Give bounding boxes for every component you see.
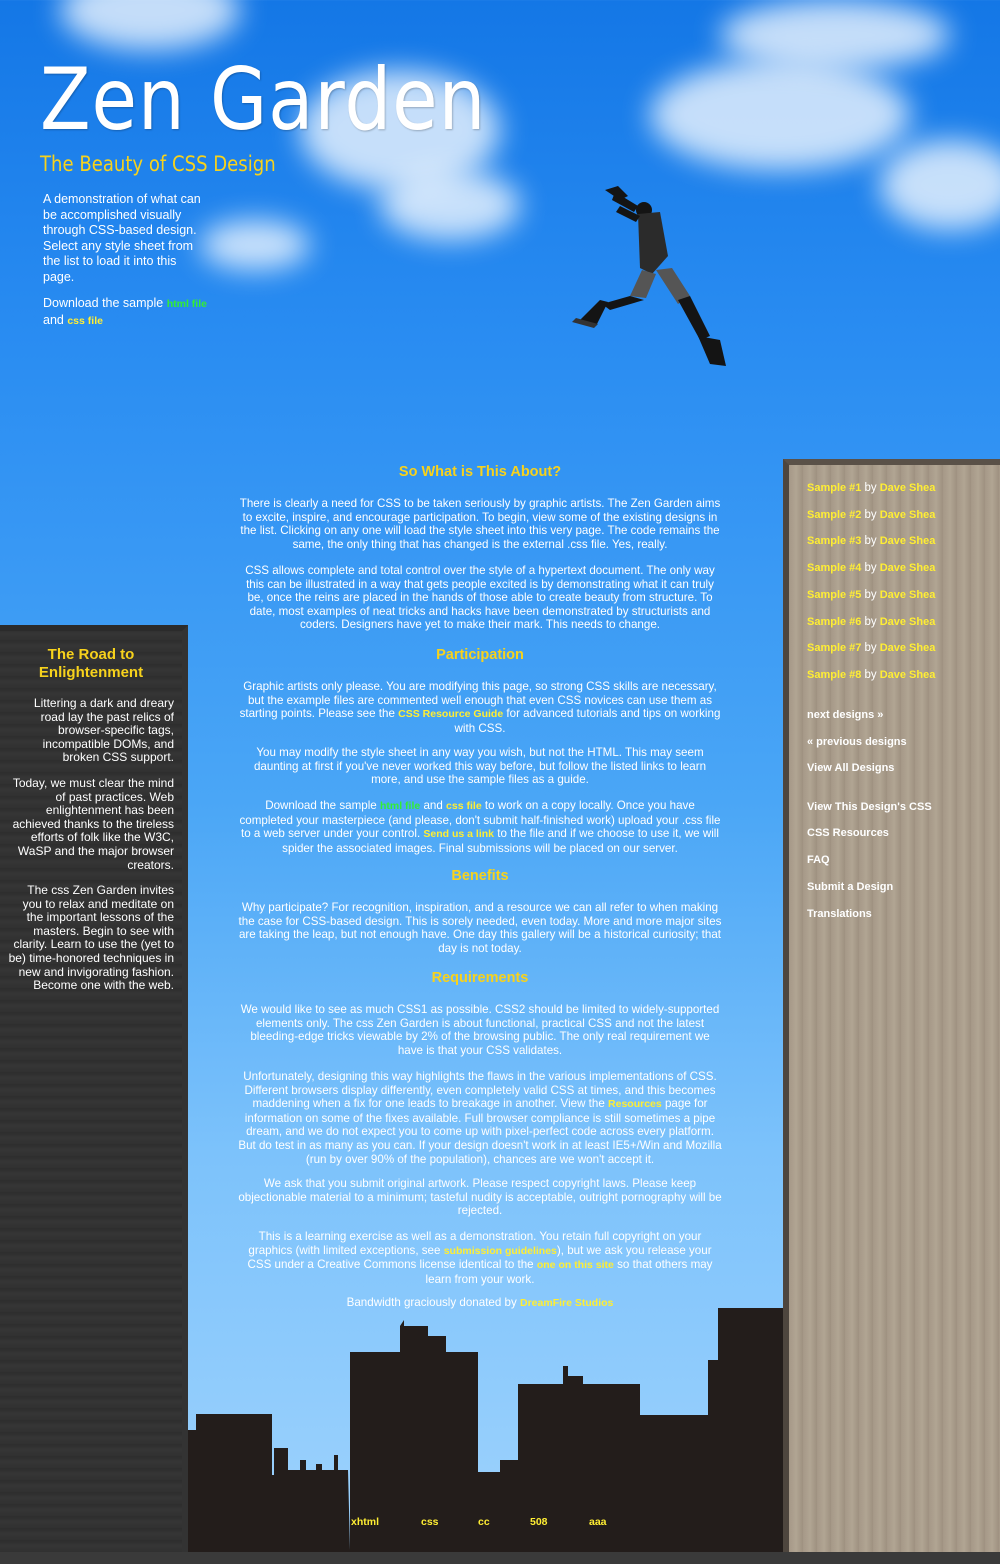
participation-paragraph-2: You may modify the style sheet in any way you wish, but not the HTML. This may seem daunting at first if you've never worked this way before, but follow the listed links to learn more, and use the sample files as a guide. bbox=[253, 746, 707, 787]
by-label: by bbox=[864, 482, 877, 494]
sample-link[interactable]: Sample #1 bbox=[807, 482, 862, 494]
requirements-paragraph-1: We would like to see as much CSS1 as possible. CSS2 should be limited to widely-supported elements only. The css Zen Garden is about functional, practical CSS and not the latest bleeding-edge tricks viewable by 2% of the browsing public. The only real requirement we have is that your CSS validates. bbox=[240, 1003, 720, 1057]
sample-link[interactable]: Sample #4 bbox=[807, 562, 862, 574]
text: ), but we ask you release your CSS under a Creative Commons license identical to the bbox=[247, 1243, 712, 1272]
author-link[interactable]: Dave Shea bbox=[879, 535, 936, 547]
requirements-paragraph-3: We ask that you submit original artwork. Please respect copyright laws. Please keep objectionable material to a minimum; tasteful nudity is acceptable, outright pornography will be rejected. bbox=[238, 1177, 722, 1218]
requirements-heading: Requirements bbox=[431, 970, 529, 986]
sample-link[interactable]: Sample #7 bbox=[807, 642, 862, 654]
about-paragraph-2: CSS allows complete and total control over the style of a hypertext document. The only way this can be illustrated in a way that gets people excited is by demonstrating what it can truly be, once the reins are placed in the hands of those able to create beauty from structure. To date, most examples of neat tricks and hacks have been demonstrated by structurists and coders. Designers have yet to make their mark. This needs to change. bbox=[245, 564, 715, 632]
dreamfire-studios-link[interactable]: DreamFire Studios bbox=[520, 1297, 614, 1309]
preamble-paragraph-3: The css Zen Garden invites you to relax and meditate on the important lessons of the masters. Begin to see with clarity. Learn to use the (yet to be) time-honored techniques in new and invigorating fashion. Become one with the web. bbox=[8, 883, 174, 993]
author-link[interactable]: Dave Shea bbox=[879, 509, 936, 521]
author-link[interactable]: Dave Shea bbox=[879, 482, 936, 494]
author-link[interactable]: Dave Shea bbox=[879, 589, 936, 601]
design-list-item bbox=[807, 535, 935, 547]
text: Graphic artists only please. You are modifying this page, so strong CSS skills are necessary, but the example files are commented well enough that even CSS novices can use them as starting points. Please see the bbox=[239, 680, 717, 721]
design-list-item bbox=[807, 562, 935, 574]
requirements-paragraph-4 bbox=[238, 1230, 722, 1286]
text: Unfortunately, designing this way highlights the flaws in the various implementations of CSS. Different browsers display differently, even completely valid CSS at times, and this becomes maddening when a fix for one leads to breakage in another. View the bbox=[243, 1070, 717, 1111]
sample-link[interactable]: Sample #5 bbox=[807, 589, 862, 601]
intro-and: and bbox=[43, 312, 64, 327]
author-link[interactable]: Dave Shea bbox=[879, 669, 936, 681]
design-list-item bbox=[807, 616, 935, 628]
text: This is a learning exercise as well as a demonstration. You retain full copyright on your graphics (with limited exceptions, see bbox=[248, 1230, 702, 1257]
by-label: by bbox=[864, 509, 877, 521]
benefits-heading: Benefits bbox=[451, 868, 509, 884]
footer-links bbox=[188, 1516, 783, 1534]
intro-css-file-link[interactable]: css file bbox=[67, 314, 103, 327]
left-tower-background bbox=[0, 625, 188, 1564]
participation-heading: Participation bbox=[436, 647, 524, 663]
footer-xhtml-link[interactable]: xhtml bbox=[351, 1516, 380, 1528]
author-link[interactable]: Dave Shea bbox=[879, 562, 936, 574]
sample-link[interactable]: Sample #6 bbox=[807, 616, 862, 628]
intro-description: A demonstration of what can be accomplished visually through CSS-based design. Select any style sheet from the list to load it into this page. bbox=[43, 192, 201, 284]
send-link-link[interactable]: Send us a link bbox=[423, 828, 495, 841]
translations-link[interactable]: Translations bbox=[807, 908, 872, 920]
footer-aaa-link[interactable]: aaa bbox=[589, 1516, 607, 1528]
jumper-figure-image bbox=[560, 178, 750, 378]
sample-link[interactable]: Sample #3 bbox=[807, 535, 862, 547]
css-file-link[interactable]: css file bbox=[446, 800, 482, 812]
submission-guidelines-link[interactable]: submission guidelines bbox=[443, 1244, 557, 1257]
preamble-paragraph-1: Littering a dark and dreary road lay the past relics of browser-specific tags, incompatible DOMs, and broken CSS support. bbox=[33, 696, 174, 765]
intro-download-prefix: Download the sample bbox=[43, 296, 164, 310]
footer-508-link[interactable]: 508 bbox=[530, 1516, 548, 1528]
text: Download the sample bbox=[265, 799, 377, 812]
by-label: by bbox=[864, 616, 877, 628]
design-list-item bbox=[807, 589, 935, 601]
design-list-item bbox=[807, 642, 935, 654]
next-designs-link[interactable]: next designs » bbox=[807, 709, 884, 721]
benefits-paragraph-1: Why participate? For recognition, inspiration, and a resource we can all refer to when making the case for CSS-based design. This is sorely needed, even today. More and more major sites are taking the leap, but not enough have. One day this gallery will be a historical curiosity; that day is not today. bbox=[238, 901, 722, 955]
text: to the file and if we choose to use it, we will spider the associated images. Final submissions will be placed on our server. bbox=[282, 827, 719, 855]
bottom-strip bbox=[0, 1552, 1000, 1564]
css-resources-link[interactable]: CSS Resources bbox=[807, 827, 889, 839]
design-list-item bbox=[807, 509, 935, 521]
resources-link[interactable]: Resources bbox=[608, 1098, 662, 1111]
by-label: by bbox=[864, 562, 877, 574]
intro-html-file-link[interactable]: html file bbox=[166, 298, 207, 310]
text: and bbox=[423, 799, 443, 812]
css-resource-guide-link[interactable]: CSS Resource Guide bbox=[398, 708, 504, 721]
by-label: by bbox=[864, 589, 877, 601]
author-link[interactable]: Dave Shea bbox=[879, 616, 936, 628]
participation-paragraph-1 bbox=[238, 680, 722, 735]
footer-cc-link[interactable]: cc bbox=[478, 1516, 490, 1528]
footer-css-link[interactable]: css bbox=[421, 1516, 439, 1528]
view-all-designs-link[interactable]: View All Designs bbox=[807, 762, 895, 774]
by-label: by bbox=[864, 669, 877, 681]
html-file-link[interactable]: html file bbox=[379, 800, 421, 812]
author-link[interactable]: Dave Shea bbox=[879, 642, 936, 654]
page-title: Zen Garden bbox=[40, 50, 487, 150]
design-list-item bbox=[807, 482, 935, 494]
faq-link[interactable]: FAQ bbox=[807, 854, 830, 866]
requirements-paragraph-2 bbox=[238, 1070, 722, 1166]
sample-link[interactable]: Sample #2 bbox=[807, 509, 862, 521]
sample-link[interactable]: Sample #8 bbox=[807, 669, 862, 681]
page-tagline: The Beauty of CSS Design bbox=[40, 152, 276, 176]
design-list-item bbox=[807, 669, 935, 681]
text: so that others may learn from your work. bbox=[425, 1258, 713, 1286]
about-paragraph-1: There is clearly a need for CSS to be taken seriously by graphic artists. The Zen Garden aims to excite, inspire, and encourage participation. To begin, view some of the existing designs in the list. Clicking on any one will load the style sheet into this very page. The code remains the same, the only thing that has changed is the external .css file. Yes, really. bbox=[239, 497, 721, 551]
by-label: by bbox=[864, 535, 877, 547]
license-link[interactable]: one on this site bbox=[536, 1259, 614, 1272]
preamble-paragraph-2: Today, we must clear the mind of past practices. Web enlightenment has been achieved thanks to the tireless efforts of folk like the W3C, WaSP and the major browser creators. bbox=[12, 776, 174, 872]
text: page for information on some of the fixes available. Full browser compliance is still sometimes a pipe dream, and we do not expect you to come up with pixel-perfect code across every platform. But do test in as many as you can. If your design doesn't work in at least IE5+/Win and Mozilla (run by over 90% of the population), chances are we won't accept it. bbox=[238, 1097, 722, 1166]
intro-download bbox=[43, 296, 208, 329]
text: to work on a copy locally. Once you have completed your masterpiece (and please, don't submit half-finished work) upload your .css file to a web server under your control. bbox=[239, 799, 721, 841]
participation-paragraph-3 bbox=[238, 799, 722, 855]
previous-designs-link[interactable]: « previous designs bbox=[807, 736, 907, 748]
submit-design-link[interactable]: Submit a Design bbox=[807, 881, 894, 893]
text: Bandwidth graciously donated by bbox=[346, 1296, 517, 1309]
by-label: by bbox=[864, 642, 877, 654]
text: for advanced tutorials and tips on working with CSS. bbox=[454, 707, 721, 735]
view-design-css-link[interactable]: View This Design's CSS bbox=[807, 801, 932, 813]
about-heading: So What is This About? bbox=[398, 464, 562, 480]
preamble-heading: The Road to Enlightenment bbox=[38, 646, 144, 681]
